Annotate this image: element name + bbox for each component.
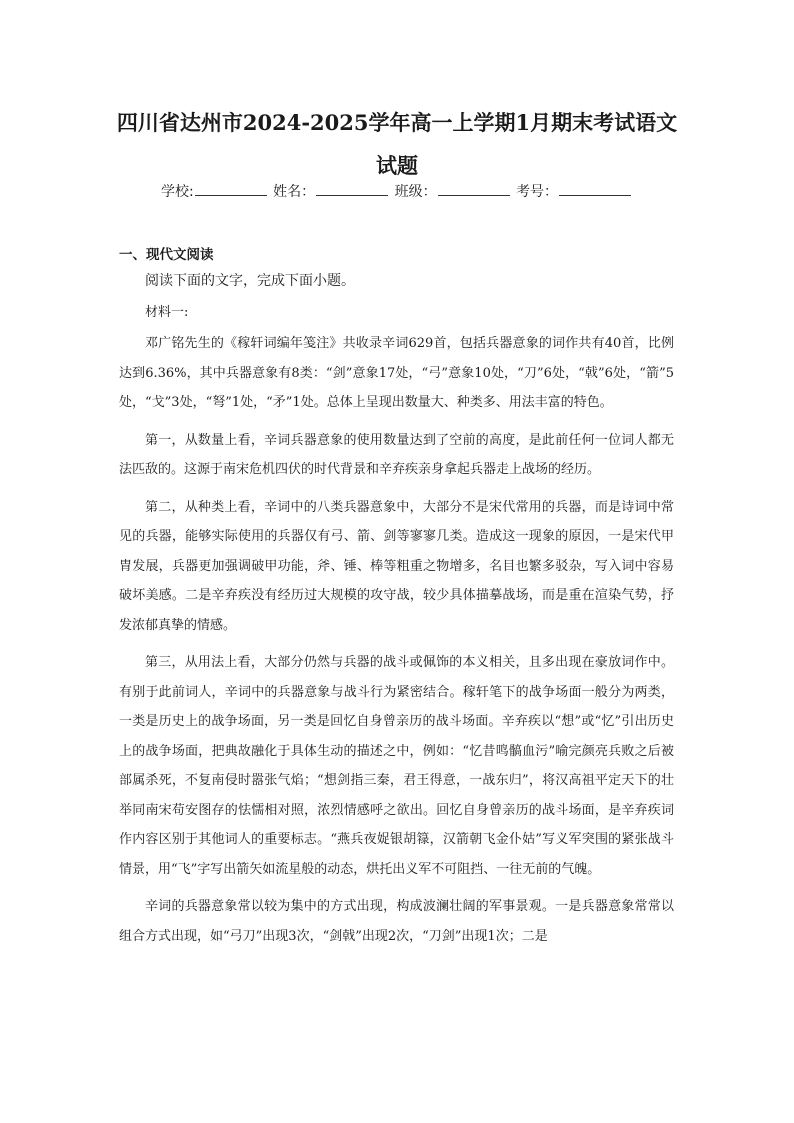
student-info-line: [0, 181, 794, 202]
material-label: 材料一:: [145, 305, 189, 320]
name-label: 姓名：: [273, 184, 316, 200]
paragraph: 第一，从数量上看，辛词兵器意象的使用数量达到了空前的高度，是此前任何一位词人都无法匹敌的。这源于南宋危机四伏的时代背景和辛弃疾亲身拿起兵器走上战场的经历。: [119, 432, 674, 477]
name-blank[interactable]: [316, 181, 388, 196]
exam-number-label: 考号：: [516, 184, 559, 200]
class-label: 班级：: [394, 184, 437, 200]
reading-instruction: 阅读下面的文字，完成下面小题。: [145, 273, 355, 289]
exam-number-blank[interactable]: [559, 181, 631, 196]
paragraph: 邓广铭先生的《稼轩词编年笺注》共收录辛词629首，包括兵器意象的词作共有40首，比例达到6.36%，其中兵器意象有8类：“剑”意象17处，“弓”意象10处，“刀”6处，“戟”6处，“箭”5处，“戈”3处，“弩”1处，“矛”1处。总体上呈现出数量大、种类多、用法丰富的特色。: [119, 336, 674, 410]
school-blank[interactable]: [195, 181, 267, 196]
paragraph: 辛词的兵器意象常以较为集中的方式出现，构成波澜壮阔的军事景观。一是兵器意象常常以组合方式出现，如“弓刀”出现3次，“剑戟”出现2次，“刀剑”出现1次；二是: [119, 899, 674, 944]
school-label: 学校:: [160, 184, 194, 200]
paragraph: 第三，从用法上看，大部分仍然与兵器的战斗或佩饰的本义相关，且多出现在豪放词作中。有别于此前词人，辛词中的兵器意象与战斗行为紧密结合。稼轩笔下的战争场面一般分为两类，一类是历史上的战争场面，另一类是回忆自身曾亲历的战斗场面。辛弃疾以“想”或“忆”引出历史上的战争场面，把典故融化于具体生动的描述之中，例如：“忆昔鸣髇血污”喻完颜亮兵败之后被部属杀死，不复南侵时嚣张气焰；“想剑指三秦，君王得意，一战东归”，将汉高祖平定天下的壮举同南宋苟安图存的怯懦相对照，浓烈情感呼之欲出。回忆自身曾亲历的战斗场面，是辛弃疾词作内容区别于其他词人的重要标志。“燕兵夜娖银胡簶，汉箭朝飞金仆姑”写义军突围的紧张战斗情景，用“飞”字写出箭矢如流星般的动态，烘托出义军不可阻挡、一往无前的气魄。: [119, 655, 674, 877]
passage-body: [119, 329, 674, 959]
class-blank[interactable]: [438, 181, 510, 196]
section-heading: 一、现代文阅读: [119, 247, 214, 263]
paragraph: 第二，从种类上看，辛词中的八类兵器意象中，大部分不是宋代常用的兵器，而是诗词中常见的兵器，能够实际使用的兵器仅有弓、箭、剑等寥寥几类。造成这一现象的原因，一是宋代甲胄发展，兵器更加强调破甲功能，斧、锤、棒等粗重之物增多，名目也繁多驳杂，写入词中容易破坏美感。二是辛弃疾没有经历过大规模的攻守战，较少具体描摹战场，而是重在渲染气势，抒发浓郁真挚的情感。: [119, 499, 674, 633]
document-title: 四川省达州市2024-2025学年高一上学期1月期末考试语文试题: [116, 110, 678, 178]
